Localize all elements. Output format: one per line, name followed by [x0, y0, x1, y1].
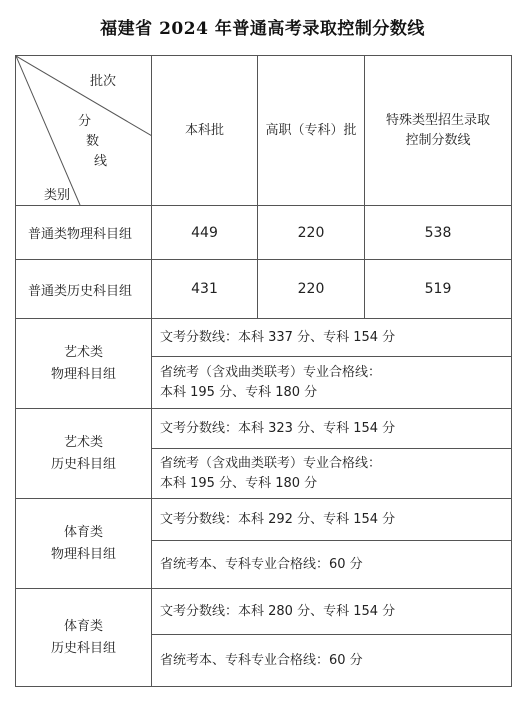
- table-row: [16, 589, 512, 635]
- note-line1: 省统考本、专科专业合格线：60 分: [160, 652, 363, 668]
- score-benke: 431: [152, 260, 258, 319]
- special-category-line2: 物理科目组: [50, 546, 116, 562]
- professional-score-note: [152, 357, 512, 409]
- professional-score-note: [152, 449, 512, 499]
- col-header-teshu-line2: 控制分数线: [405, 132, 471, 148]
- culture-score-note: 文考分数线：本科 292 分、专科 154 分: [152, 499, 512, 541]
- special-category: [16, 409, 152, 499]
- professional-score-note: [152, 541, 512, 589]
- special-category-line1: 艺术类: [63, 344, 103, 360]
- culture-score-note: 文考分数线：本科 337 分、专科 154 分: [152, 319, 512, 357]
- score-gaozhi: 220: [258, 260, 365, 319]
- diag-label-score-3: 线: [94, 154, 108, 169]
- special-category: [16, 319, 152, 409]
- diag-label-score-2: 数: [86, 134, 100, 149]
- col-header-gaozhi: 高职（专科）批: [258, 56, 365, 206]
- table-header-row: [16, 56, 512, 206]
- special-category-line1: 艺术类: [63, 434, 103, 450]
- score-gaozhi: 220: [258, 206, 365, 260]
- diag-label-category: 类别: [44, 188, 71, 203]
- score-table: [15, 55, 512, 687]
- professional-score-note: [152, 635, 512, 687]
- col-header-benke: 本科批: [152, 56, 258, 206]
- special-category-line2: 历史科目组: [50, 456, 116, 472]
- note-line1: 省统考（含戏曲类联考）专业合格线：: [160, 364, 382, 380]
- score-teshu: 519: [365, 260, 512, 319]
- diag-label-score-1: 分: [78, 114, 92, 129]
- culture-score-note: 文考分数线：本科 323 分、专科 154 分: [152, 409, 512, 449]
- score-teshu: 538: [365, 206, 512, 260]
- special-category-line1: 体育类: [63, 524, 103, 540]
- page-title: 福建省 2024 年普通高考录取控制分数线: [100, 19, 425, 39]
- special-category: [16, 499, 152, 589]
- score-benke: 449: [152, 206, 258, 260]
- note-line2: 本科 195 分、专科 180 分: [160, 384, 318, 400]
- special-category: [16, 589, 152, 687]
- note-line1: 省统考本、专科专业合格线：60 分: [160, 556, 363, 572]
- row-category: 普通类物理科目组: [16, 206, 152, 260]
- note-line1: 省统考（含戏曲类联考）专业合格线：: [160, 455, 382, 471]
- diag-label-batch: 批次: [90, 74, 117, 89]
- table-row: [16, 499, 512, 541]
- note-line2: 本科 195 分、专科 180 分: [160, 475, 318, 491]
- culture-score-note: 文考分数线：本科 280 分、专科 154 分: [152, 589, 512, 635]
- table-row: [16, 206, 512, 260]
- special-category-line2: 历史科目组: [50, 640, 116, 656]
- special-category-line2: 物理科目组: [50, 366, 116, 382]
- row-category: 普通类历史科目组: [16, 260, 152, 319]
- table-row: [16, 319, 512, 357]
- col-header-teshu-line1: 特殊类型招生录取: [385, 112, 490, 128]
- col-header-teshu: [365, 56, 512, 206]
- diagonal-lines: [16, 56, 152, 205]
- diagonal-header-cell: [16, 56, 152, 206]
- table-row: [16, 260, 512, 319]
- special-category-line1: 体育类: [63, 618, 103, 634]
- table-row: [16, 409, 512, 449]
